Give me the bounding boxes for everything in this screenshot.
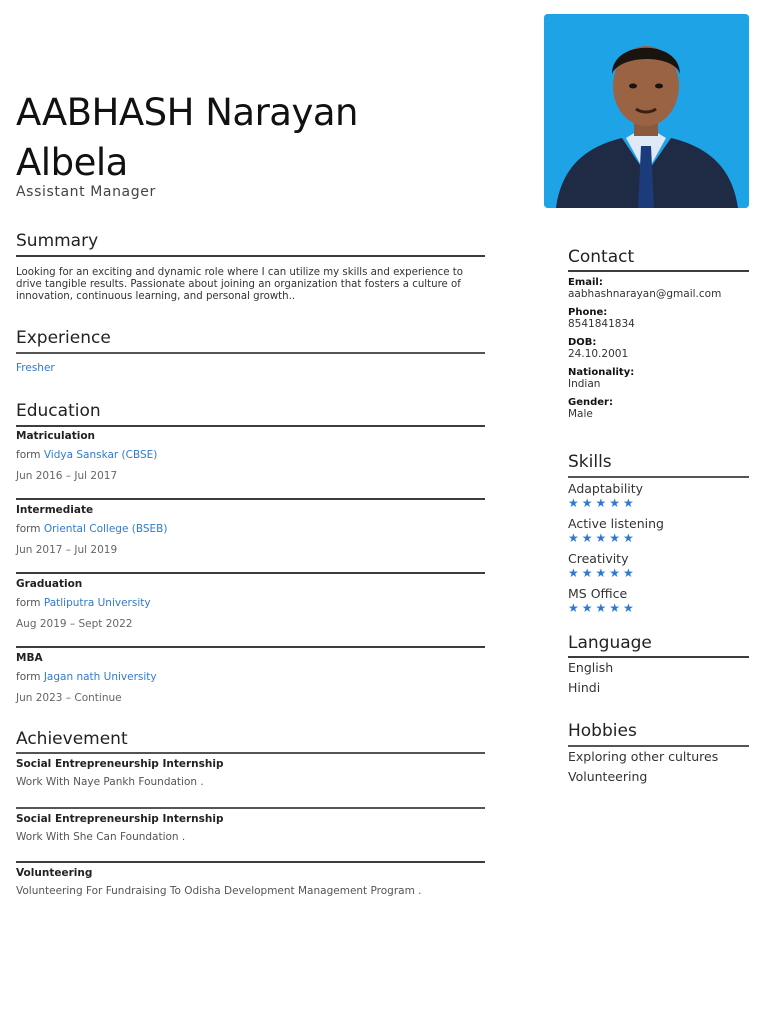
email-label: Email:: [568, 277, 603, 288]
education-degree: Graduation: [16, 578, 83, 590]
hobby-item: Volunteering: [568, 769, 648, 784]
skill-name: Creativity: [568, 551, 629, 566]
profile-photo-illustration: [544, 14, 749, 208]
star-rating-icon: ★★★★★: [568, 531, 637, 545]
education-item: [16, 430, 485, 482]
hobbies-list: [568, 747, 749, 787]
education-item: [16, 652, 485, 704]
achievement-heading: Achievement: [16, 729, 128, 749]
hobbies-heading: Hobbies: [568, 721, 637, 741]
dob-label: DOB:: [568, 337, 597, 348]
language-item: Hindi: [568, 680, 601, 695]
nationality-label: Nationality:: [568, 367, 635, 378]
email-value: aabhashnarayan@gmail.com: [568, 288, 722, 300]
summary-text: Looking for an exciting and dynamic role where I can utilize my skills and experience to drive tangible results. Passionate about joining an organization that fosters a culture of innovation, continuous learning, and personal growth..: [16, 267, 463, 302]
education-prefix: form: [16, 449, 41, 461]
skill-name: MS Office: [568, 586, 628, 601]
education-item-divider: [16, 572, 485, 574]
nationality-value: Indian: [568, 378, 601, 390]
education-dates: Jun 2017 – Jul 2019: [16, 544, 118, 556]
skills-list: [568, 481, 749, 621]
education-institution: Oriental College (BSEB): [43, 523, 168, 535]
education-degree: Intermediate: [16, 504, 94, 516]
contact-details: [568, 277, 749, 427]
gender-label: Gender:: [568, 397, 613, 408]
star-rating-icon: ★★★★★: [568, 601, 637, 615]
education-item-divider: [16, 498, 485, 500]
education-institution-line: [16, 597, 485, 609]
profile-photo: [544, 14, 749, 208]
achievement-description: Work With She Can Foundation .: [16, 831, 186, 843]
phone-label: Phone:: [568, 307, 608, 318]
gender-value: Male: [568, 408, 593, 420]
education-item: [16, 504, 485, 556]
achievement-item-divider: [16, 861, 485, 863]
summary-divider: [16, 255, 485, 257]
summary-heading: Summary: [16, 231, 99, 251]
achievement-title: Social Entrepreneurship Internship: [16, 813, 224, 825]
education-institution: Jagan nath University: [43, 671, 157, 683]
achievement-description: Volunteering For Fundraising To Odisha Development Management Program .: [16, 885, 422, 897]
language-heading: Language: [568, 633, 652, 653]
experience-divider: [16, 352, 485, 354]
education-prefix: form: [16, 597, 41, 609]
skills-heading: Skills: [568, 452, 612, 472]
job-title: Assistant Manager: [16, 184, 156, 200]
language-item: English: [568, 660, 614, 675]
education-prefix: form: [16, 671, 41, 683]
skills-divider: [568, 476, 749, 478]
education-prefix: form: [16, 523, 41, 535]
language-list: [568, 658, 749, 698]
education-item-divider: [16, 646, 485, 648]
achievement-description: Work With Naye Pankh Foundation .: [16, 776, 204, 788]
education-dates: Aug 2019 – Sept 2022: [16, 618, 133, 630]
star-rating-icon: ★★★★★: [568, 496, 637, 510]
hobby-item: Exploring other cultures: [568, 749, 719, 764]
achievement-divider: [16, 752, 485, 754]
achievement-item: [16, 813, 485, 843]
phone-value: 8541841834: [568, 318, 635, 330]
education-item: [16, 578, 485, 630]
education-institution-line: [16, 523, 485, 535]
skill-name: Adaptability: [568, 481, 644, 496]
contact-heading: Contact: [568, 247, 635, 267]
education-dates: Jun 2023 – Continue: [16, 692, 122, 704]
skill-name: Active listening: [568, 516, 664, 531]
achievement-item: [16, 758, 485, 788]
experience-text: Fresher: [16, 362, 55, 374]
education-heading: Education: [16, 401, 101, 421]
education-institution: Patliputra University: [43, 597, 151, 609]
star-rating-icon: ★★★★★: [568, 566, 637, 580]
achievement-title: Social Entrepreneurship Internship: [16, 758, 224, 770]
education-dates: Jun 2016 – Jul 2017: [16, 470, 118, 482]
contact-divider: [568, 270, 749, 272]
education-degree: MBA: [16, 652, 43, 664]
education-institution-line: [16, 671, 485, 683]
education-institution-line: [16, 449, 485, 461]
education-institution: Vidya Sanskar (CBSE): [43, 449, 158, 461]
achievement-item: [16, 867, 485, 897]
experience-heading: Experience: [16, 328, 111, 348]
education-degree: Matriculation: [16, 430, 96, 442]
achievement-item-divider: [16, 807, 485, 809]
dob-value: 24.10.2001: [568, 348, 629, 360]
achievement-title: Volunteering: [16, 867, 93, 879]
education-divider: [16, 425, 485, 427]
name-line-2: Albela: [16, 141, 128, 184]
name-line-1: AABHASH Narayan: [16, 91, 358, 134]
candidate-name: [16, 88, 416, 188]
